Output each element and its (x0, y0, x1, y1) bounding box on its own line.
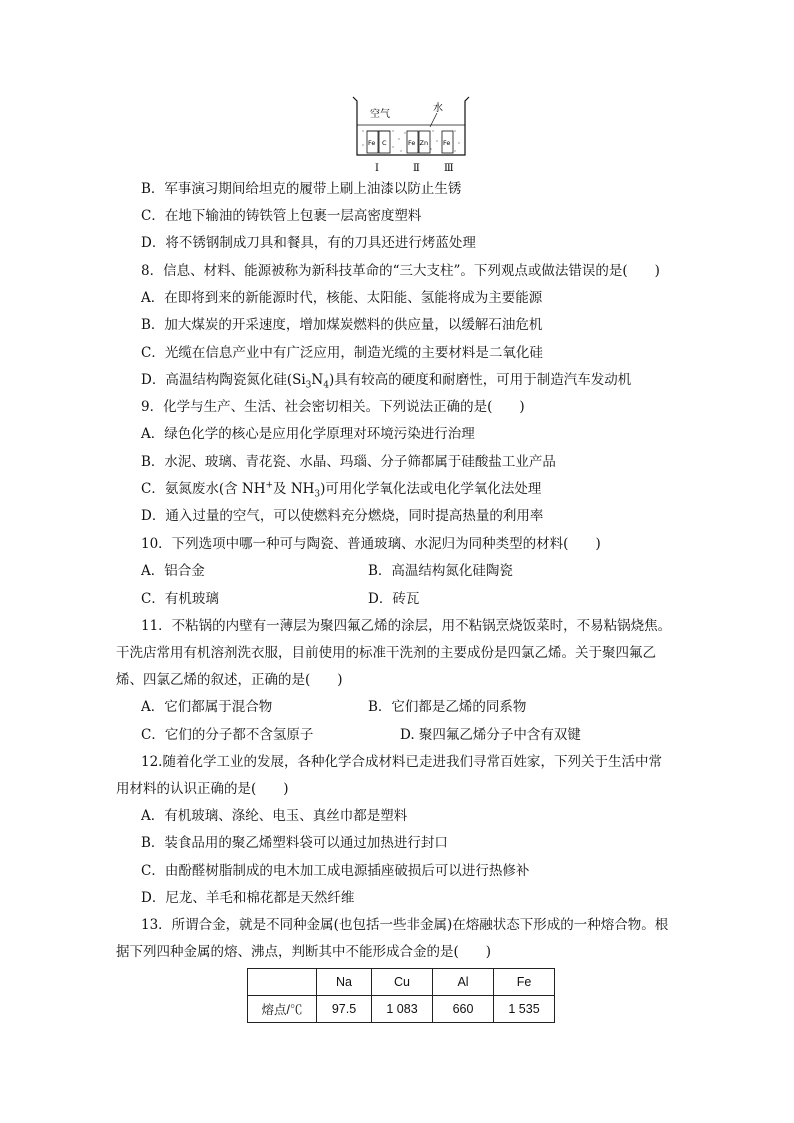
table-row-label: 熔点/℃ (248, 996, 317, 1023)
q8-d-sub2: 4 (323, 380, 329, 391)
table-row (248, 996, 555, 1023)
table-header-cell (248, 969, 317, 996)
q9-c-text-mid: 及 NH (273, 481, 315, 497)
q8-option-a: A．在即将到来的新能源时代，核能、太阳能、氢能将成为主要能源 (141, 290, 543, 306)
table-header-cell: Na (317, 969, 372, 996)
label-cell-1: Ⅰ (375, 163, 379, 174)
q9-option-c (141, 480, 541, 498)
q11-line-3: 烯、四氯乙烯的叙述，正确的是( ) (116, 672, 343, 688)
table-cell: 1 083 (372, 996, 433, 1023)
cell1-electrode-fe: Fe (368, 139, 376, 147)
q12-option-d: D．尼龙、羊毛和棉花都是天然纤维 (141, 890, 355, 906)
cell1-electrode-c: C (382, 139, 387, 147)
label-cell-2: Ⅱ (413, 163, 420, 174)
q8-option-b: B．加大煤炭的开采速度，增加煤炭燃料的供应量，以缓解石油危机 (141, 317, 543, 333)
table-cell: 97.5 (317, 996, 372, 1023)
q10-stem: 10．下列选项中哪一种可与陶瓷、普通玻璃、水泥归为同种类型的材料( ) (141, 536, 601, 552)
q11-option-a: A．它们都属于混合物 (141, 699, 273, 715)
q12-line-1: 12.随着化学工业的发展，各种化学合成材料已走进我们寻常百姓家，下列关于生活中常 (141, 754, 662, 770)
table-cell: 660 (433, 996, 494, 1023)
cell3-electrode-fe: Fe (443, 139, 451, 147)
q12-option-a: A．有机玻璃、涤纶、电玉、真丝巾都是塑料 (141, 808, 408, 824)
q8-d-text-post: )具有较高的硬度和耐磨性，可用于制造汽车发动机 (328, 372, 632, 388)
q8-stem: 8．信息、材料、能源被称为新科技革命的“三大支柱”。下列观点或做法错误的是( ) (141, 263, 660, 279)
q8-option-d (141, 371, 631, 389)
q11-line-2: 干洗店常用有机溶剂洗衣服，目前使用的标准干洗剂的主要成份是四氯乙烯。关于聚四氟乙 (116, 645, 656, 661)
table-header-cell: Al (433, 969, 494, 996)
q12-line-2: 用材料的认识正确的是( ) (116, 781, 289, 797)
q8-d-text-mid: N (311, 372, 324, 388)
table-cell: 1 535 (494, 996, 555, 1023)
q13-line-2: 据下列四种金属的熔、沸点，判断其中不能形成合金的是( ) (116, 944, 492, 960)
q11-option-b: B．它们都是乙烯的同系物 (368, 699, 527, 715)
q9-option-d: D．通入过量的空气，可以使燃料充分燃烧，同时提高热量的利用率 (141, 508, 544, 524)
q7-option-c: C．在地下输油的铸铁管上包裹一层高密度塑料 (141, 208, 422, 224)
q9-c-sup: + (265, 480, 274, 491)
label-air: 空气 (370, 109, 390, 120)
q12-option-c: C．由酚醛树脂制成的电木加工成电源插座破损后可以进行热修补 (141, 863, 530, 879)
cell2-electrode-fe: Fe (408, 139, 416, 147)
q11-line-1: 11．不粘锅的内壁有一薄层为聚四氟乙烯的涂层，用不粘锅烹烧饭菜时，不易粘锅烧焦。 (141, 618, 672, 634)
q11-option-d: D. 聚四氟乙烯分子中含有双键 (400, 727, 581, 743)
q10-option-c: C．有机玻璃 (141, 591, 219, 607)
q12-option-b: B．装食品用的聚乙烯塑料袋可以通过加热进行封口 (141, 835, 448, 851)
q7-option-d: D．将不锈钢制成刀具和餐具，有的刀具还进行烤蓝处理 (141, 235, 476, 251)
label-water: 水 (433, 103, 443, 114)
q11-option-c: C．它们的分子都不含氢原子 (141, 727, 314, 743)
q10-option-d: D．砖瓦 (368, 591, 420, 607)
q9-option-a: A．绿色化学的核心是应用化学原理对环境污染进行治理 (141, 426, 475, 442)
q9-c-text-post: )可用化学氧化法或电化学氧化法处理 (320, 481, 542, 497)
q7-option-b: B．军事演习期间给坦克的履带上刷上油漆以防止生锈 (141, 181, 462, 197)
q9-option-b: B．水泥、玻璃、青花瓷、水晶、玛瑙、分子筛都属于硅酸盐工业产品 (141, 454, 556, 470)
corrosion-experiment-figure (345, 95, 475, 177)
q9-stem: 9．化学与生产、生活、社会密切相关。下列说法正确的是( ) (141, 399, 525, 415)
q9-c-sub: 3 (314, 489, 321, 500)
q10-option-a: A．铝合金 (141, 563, 205, 579)
q9-c-text-pre: C．氨氮废水(含 NH (141, 481, 266, 497)
q10-option-b: B．高温结构氮化硅陶瓷 (368, 563, 513, 579)
q8-d-text-pre: D．高温结构陶瓷氮化硅(Si (141, 372, 306, 388)
q13-line-1: 13．所谓合金，就是不同种金属(也包括一些非金属)在熔融状态下形成的一种熔合物。根 (141, 917, 669, 933)
table-header-row (248, 969, 555, 996)
q8-option-c: C．光缆在信息产业中有广泛应用，制造光缆的主要材料是二氧化硅 (141, 345, 543, 361)
table-header-cell: Fe (494, 969, 555, 996)
label-cell-3: Ⅲ (444, 163, 454, 174)
melting-point-table (247, 968, 555, 1023)
q8-d-sub1: 3 (305, 380, 312, 391)
table-header-cell: Cu (372, 969, 433, 996)
cell2-electrode-zn: Zn (419, 139, 429, 147)
